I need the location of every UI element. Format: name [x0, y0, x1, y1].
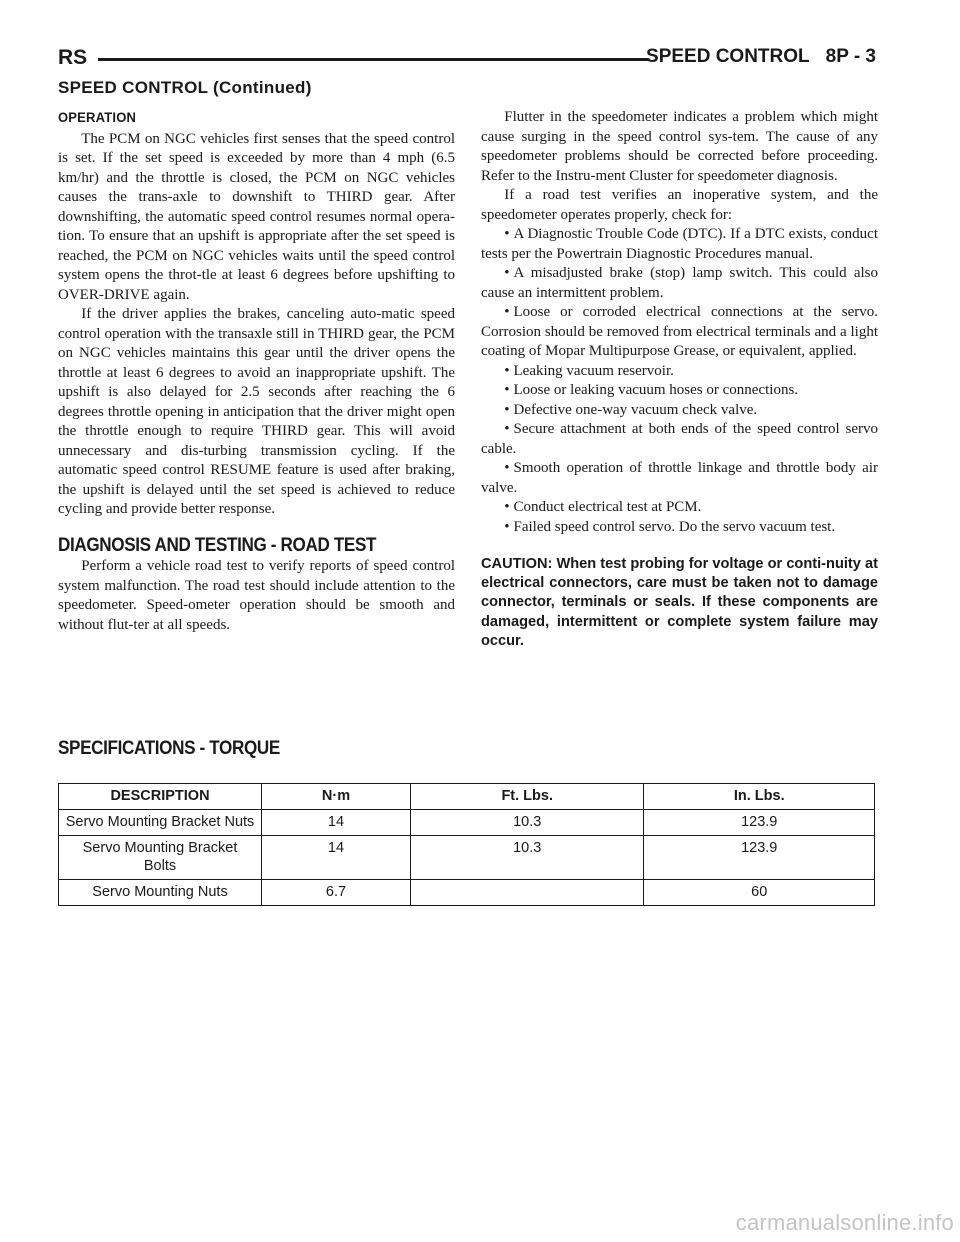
- cell-ftlbs: 10.3: [410, 810, 643, 836]
- check-list-text: Leaking vacuum reservoir.: [513, 362, 674, 379]
- cell-inlbs: 123.9: [644, 836, 875, 880]
- torque-table: [58, 783, 875, 906]
- column-header-description: DESCRIPTION: [59, 784, 262, 810]
- cell-description: Servo Mounting Nuts: [59, 880, 262, 906]
- check-list-item: [481, 518, 878, 538]
- table-row: [59, 880, 875, 906]
- specifications-heading: SPECIFICATIONS - TORQUE: [58, 738, 280, 759]
- column-header-ftlbs: Ft. Lbs.: [410, 784, 643, 810]
- header-right: [630, 46, 876, 68]
- operation-heading: OPERATION: [58, 109, 137, 126]
- continued-title: SPEED CONTROL (Continued): [58, 78, 312, 97]
- bullet-icon: •: [504, 421, 510, 437]
- header-section-title: SPEED CONTROL: [646, 46, 810, 67]
- page-header: [58, 46, 876, 70]
- check-list-item: [481, 303, 878, 362]
- check-list-item: [481, 420, 878, 459]
- cell-inlbs: 123.9: [644, 810, 875, 836]
- left-column: [58, 108, 455, 635]
- check-list-text: Failed speed control servo. Do the servo vacuum test.: [513, 518, 836, 535]
- bullet-icon: •: [504, 518, 510, 535]
- road-test-paragraph: If a road test verifies an inoperative system, and the speedometer operates properly, check for:: [481, 187, 878, 223]
- diagnosis-paragraph: Perform a vehicle road test to verify reports of speed control system malfunction. The road test should include attention to the speedometer. Speed-ometer operation should be smooth and without flut-ter at all speeds.: [58, 558, 455, 633]
- cell-nm: 14: [262, 836, 411, 880]
- cell-nm: 6.7: [262, 880, 411, 906]
- column-header-nm: N·m: [262, 784, 411, 810]
- caution-note: CAUTION: When test probing for voltage or conti-nuity at electrical connectors, care must be taken not to damage connector, terminals or seals. If these components are damaged, intermittent or complete system failure may occur.: [481, 556, 878, 649]
- check-list: [481, 225, 878, 537]
- header-page-number: 8P - 3: [825, 46, 876, 67]
- bullet-icon: •: [504, 304, 510, 320]
- check-list-item: [481, 225, 878, 264]
- bullet-icon: •: [504, 401, 510, 418]
- bullet-icon: •: [504, 226, 510, 242]
- check-list-item: [481, 362, 878, 382]
- table-row: [59, 836, 875, 880]
- check-list-item: [481, 264, 878, 303]
- table-row: [59, 810, 875, 836]
- watermark-link[interactable]: carmanualsonline.info: [735, 1210, 954, 1235]
- cell-nm: 14: [262, 810, 411, 836]
- check-list-text: Defective one-way vacuum check valve.: [513, 401, 758, 418]
- check-list-item: [481, 381, 878, 401]
- check-list-text: Smooth operation of throttle linkage and throttle body air valve.: [481, 460, 878, 496]
- cell-description: Servo Mounting Bracket Bolts: [59, 836, 262, 880]
- operation-paragraph-2: If the driver applies the brakes, canceling auto-matic speed control operation with the transaxle still in THIRD gear, the PCM on NGC vehicles maintains this gear until the driver opens the throttle at least 6 degrees to avoid an inappropriate upshift. The upshift is also delayed for 2.5 seconds after reaching the 6 degrees throttle opening in anticipation that the driver might open the throttle enough to require THIRD gear. This will avoid unnecessary and dis-turbing transmission cycling. If the automatic speed control RESUME feature is used after braking, the upshift is delayed until the set speed is achieved to reduce cycling and provide better response.: [58, 306, 455, 517]
- operation-paragraph-1: The PCM on NGC vehicles first senses that the speed control is set. If the set speed is exceeded by more than 4 mph (6.5 km/hr) and the throttle is closed, the PCM on NGC vehicles causes the trans-axle to downshift to THIRD gear. After downshifting, the automatic speed control resumes normal opera-tion. To ensure that an upshift is appropriate after the set speed is reached, the PCM on NGC vehicles waits until the speed control system opens the throt-tle at least 6 degrees before upshifting to OVER-DRIVE again.: [58, 130, 455, 303]
- check-list-item: [481, 401, 878, 421]
- bullet-icon: •: [504, 382, 510, 398]
- header-rule: [98, 58, 648, 61]
- check-list-item: [481, 459, 878, 498]
- column-header-inlbs: In. Lbs.: [644, 784, 875, 810]
- cell-ftlbs: 10.3: [410, 836, 643, 880]
- bullet-icon: •: [504, 460, 510, 476]
- check-list-text: Loose or leaking vacuum hoses or connections.: [513, 382, 799, 398]
- check-list-text: A Diagnostic Trouble Code (DTC). If a DTC exists, conduct tests per the Powertrain Diagnostic Procedures manual.: [481, 226, 878, 262]
- check-list-text: A misadjusted brake (stop) lamp switch. This could also cause an intermittent problem.: [481, 265, 878, 301]
- check-list-text: Loose or corroded electrical connections at the servo. Corrosion should be removed from electrical terminals and a light coating of Mopar Multipurpose Grease, or equivalent, applied.: [481, 304, 878, 359]
- cell-inlbs: 60: [644, 880, 875, 906]
- cell-ftlbs: [410, 880, 643, 906]
- diagnosis-heading: DIAGNOSIS AND TESTING - ROAD TEST: [58, 534, 377, 556]
- check-list-text: Secure attachment at both ends of the speed control servo cable.: [481, 421, 878, 457]
- flutter-paragraph: Flutter in the speedometer indicates a problem which might cause surging in the speed control sys-tem. The cause of any speedometer problems should be corrected before proceeding. Refer to the Instru-ment Cluster for speedometer diagnosis.: [481, 109, 878, 184]
- right-column: [481, 108, 878, 651]
- table-header-row: [59, 784, 875, 810]
- bullet-icon: •: [504, 265, 510, 281]
- header-model-code: RS: [58, 46, 88, 69]
- check-list-text: Conduct electrical test at PCM.: [513, 499, 702, 515]
- check-list-item: [481, 498, 878, 518]
- cell-description: Servo Mounting Bracket Nuts: [59, 810, 262, 836]
- bullet-icon: •: [504, 499, 510, 515]
- bullet-icon: •: [504, 362, 510, 379]
